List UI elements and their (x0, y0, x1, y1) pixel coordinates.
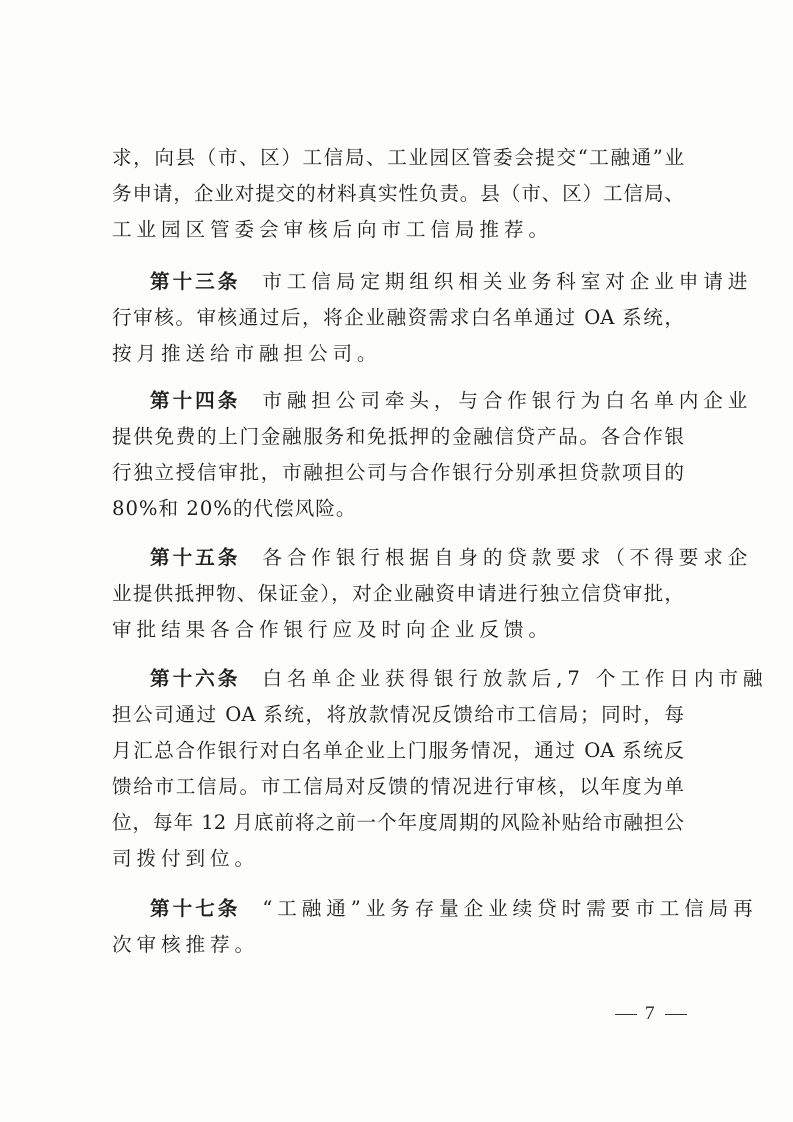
text-line: 80%和 20%的代偿风险。 (112, 497, 357, 520)
article-label: 第十三条 (150, 270, 241, 293)
text-line: 业提供抵押物、保证金），对企业融资申请进行独立信贷审批， (112, 582, 684, 605)
text-line: 各合作银行根据自身的贷款要求（不得要求企 (262, 546, 753, 569)
article-label: 第十六条 (150, 667, 241, 690)
text-line: 白名单企业获得银行放款后,7 个工作日内市融 (262, 667, 768, 690)
article-14-first-line (150, 384, 752, 418)
text-line: 位，每年 12 月底前将之前一个年度周期的风险补贴给市融担公 (112, 811, 684, 834)
text-line: 按月推送给市融担公司。 (112, 342, 382, 365)
text-line: 司拨付到位。 (112, 847, 259, 870)
text-line: 提供免费的上门金融服务和免抵押的金融信贷产品。各合作银 (112, 425, 684, 448)
article-17-first-line (150, 892, 758, 926)
article-label: 第十四条 (150, 389, 241, 412)
text-line: 馈给市工信局。市工信局对反馈的情况进行审核，以年度为单 (112, 775, 684, 798)
dash-decoration (615, 1014, 637, 1015)
article-label: 第十七条 (150, 897, 241, 920)
text-line: 次审核推荐。 (112, 933, 259, 956)
article-16-first-line (150, 662, 767, 696)
text-line: 审批结果各合作银行应及时向企业反馈。 (112, 618, 553, 641)
article-13-first-line (150, 265, 752, 299)
text-line: 月汇总合作银行对白名单企业上门服务情况，通过 OA 系统反 (112, 739, 684, 762)
text-line: 市融担公司牵头，与合作银行为白名单内企业 (262, 389, 753, 412)
text-line: 行审核。审核通过后，将企业融资需求白名单通过 OA 系统， (112, 306, 684, 329)
text-line: 工业园区管委会审核后向市工信局推荐。 (112, 218, 553, 241)
article-15-first-line (150, 541, 752, 575)
text-line: 求，向县（市、区）工信局、工业园区管委会提交“工融通”业 (112, 146, 684, 169)
text-line: “工融通”业务存量企业续贷时需要市工信局再 (262, 897, 758, 920)
page-number-footer (615, 1003, 687, 1025)
text-line: 行独立授信审批，市融担公司与合作银行分别承担贷款项目的 (112, 461, 684, 484)
dash-decoration (665, 1014, 687, 1015)
text-line: 市工信局定期组织相关业务科室对企业申请进 (262, 270, 753, 293)
page-number: 7 (645, 1003, 657, 1024)
text-line: 担公司通过 OA 系统，将放款情况反馈给市工信局；同时，每 (112, 703, 684, 726)
article-label: 第十五条 (150, 546, 241, 569)
text-line: 务申请，企业对提交的材料真实性负责。县（市、区）工信局、 (112, 182, 684, 205)
